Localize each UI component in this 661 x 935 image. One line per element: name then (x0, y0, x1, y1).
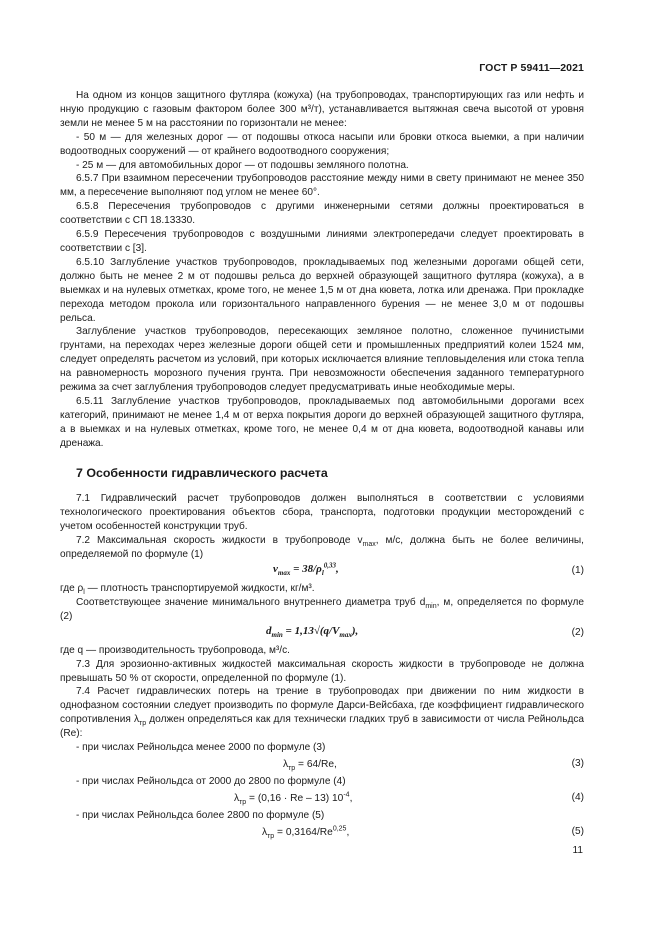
formula-4: $\lambda_{тр} = (0,16 \cdot Re - 13)$ $10^{-4}$, (234, 791, 353, 806)
paragraph-7-2-cont: Соответствующее значение минимального внутреннего диаметра труб $d_{min}$, м, определяется по формуле (2) (60, 596, 585, 622)
formula-5-row (60, 824, 584, 841)
formula-1-where: где $\rho_l$ — плотность транспортируемой жидкости, кг/м³. (60, 583, 315, 597)
formula-4-number: (4) (571, 791, 584, 803)
paragraph-6-5-10: 6.5.10 Заглубление участков трубопроводов, прокладываемых под железными дорогами общей сети, должно быть не менее 2 м от подошвы рельса до верхней образующей защитного футляра (кожуха), а в выемках и на нулевых отметках, кроме того, не менее 1,5 м от дна кювета, лотка или дренажа. При прокладке перехода методом прокола или горизонтального направленного бурения — не менее 3,0 м от подошвы рельса. (60, 256, 584, 324)
section-7-title: 7 Особенности гидравлического расчета (76, 465, 328, 480)
formula-1-row (60, 563, 584, 580)
paragraph-7-4: 7.4 Расчет гидравлических потерь на трение в трубопроводах при движении по ним жидкости в однофазном состоянии следует производить по формуле Дарси-Вейсбаха, где коэффициент гидравлического сопротивления $\lambda_{тр}$ должен определяться как для технически гладких труб в зависимости от числа Рейнольдса (Re): (60, 686, 585, 740)
list-item: - при числах Рейнольдса от 2000 до 2800 по формуле (4) (76, 775, 346, 787)
formula-2: $d_{min} = 1,13√(q/V_{max})$, (266, 624, 359, 639)
paragraph-intro: На одном из концов защитного футляра (кожуха) (на трубопроводах, транспортирующих газ или нефть и нную продукцию с газовым фактором более 300 м³/т), устанавливается вытяжная свеча высотой от уровня земли не менее 5 м на расстоянии по горизонтали не менее: (60, 90, 584, 129)
paragraph-7-2: 7.2 Максимальная скорость жидкости в трубопроводе $v_{max}$, м/с, должна быть не более величины, определяемой по формуле (1) (60, 535, 584, 561)
formula-2-row (60, 625, 584, 642)
list-item: - 50 м — для железных дорог — от подошвы откоса насыпи или бровки откоса выемки, а при наличии водоотводных сооружений — от крайнего водоотводного сооружения; (60, 131, 584, 157)
formula-1-number: (1) (571, 565, 584, 576)
standard-header: ГОСТ Р 59411—2021 (479, 62, 584, 74)
paragraph-6-5-7: 6.5.7 При взаимном пересечении трубопроводов расстояние между ними в свету принимают не менее 350 мм, а пересечение выполняют под углом не менее 60°. (60, 173, 584, 199)
paragraph-6-5-10-cont: Заглубление участков трубопроводов, пересекающих земляное полотно, сложенное пучинистыми грунтами, на переходах через железные дороги общей сети и промышленных предприятий колеи 1524 мм, следует определять расчетом из условий, при которых исключается влияние тепловыделения или стока тепла на равномерность морозного пучения грунта. При невозможности обеспечения заданного температурного режима за счет заглубления трубопроводов следует предусматривать иные необходимые меры. (60, 326, 584, 394)
formula-3: $\lambda_{тр} = 64/Re$, (283, 758, 337, 772)
formula-3-row (60, 756, 584, 773)
formula-3-number: (3) (571, 757, 584, 769)
formula-5: $\lambda_{тр} = 0,3164/Re^{0,25}$, (262, 825, 350, 840)
paragraph-6-5-8: 6.5.8 Пересечения трубопроводов с другими инженерными сетями должны проектироваться в соответствии с СП 18.13330. (60, 201, 584, 227)
list-item: - 25 м — для автомобильных дорог — от подошвы земляного полотна. (76, 159, 409, 171)
list-item: - при числах Рейнольдса более 2800 по формуле (5) (76, 809, 325, 821)
paragraph-6-5-9: 6.5.9 Пересечения трубопроводов с воздушными линиями электропередачи следует проектировать в соответствии с [3]. (60, 229, 584, 254)
formula-4-row (60, 790, 584, 807)
paragraph-6-5-11: 6.5.11 Заглубление участков трубопроводов, прокладываемых под автомобильными дорогами всех категорий, принимают не менее 1,4 м от верха покрытия дороги до верхней образующей защитного футляра, а в выемках и на нулевых отметках, кроме того, не менее 0,4 м от дна кювета, водоотводной канавы или дренажа. (60, 395, 584, 449)
formula-2-number: (2) (571, 626, 584, 638)
page-number: 11 (572, 845, 583, 856)
paragraph-7-3: 7.3 Для эрозионно-активных жидкостей максимальная скорость жидкости в трубопроводе не должна превышать 50 % от скорости, определенной по формуле (1). (60, 658, 584, 684)
formula-2-where: где q — производительность трубопровода, м³/c. (60, 644, 290, 656)
list-item: - при числах Рейнольдса менее 2000 по формуле (3) (76, 742, 326, 754)
document-body (60, 89, 584, 843)
formula-1: $v_{max} = 38/\rho_l^{0,33}$, (273, 561, 339, 578)
formula-5-number: (5) (571, 825, 584, 837)
paragraph-7-1: 7.1 Гидравлический расчет трубопроводов должен выполняться в соответствии с условиями технологического проектирования объектов сбора, транспорта, подготовки продукции месторождений с учетом особенностей конструкции труб. (60, 493, 584, 533)
